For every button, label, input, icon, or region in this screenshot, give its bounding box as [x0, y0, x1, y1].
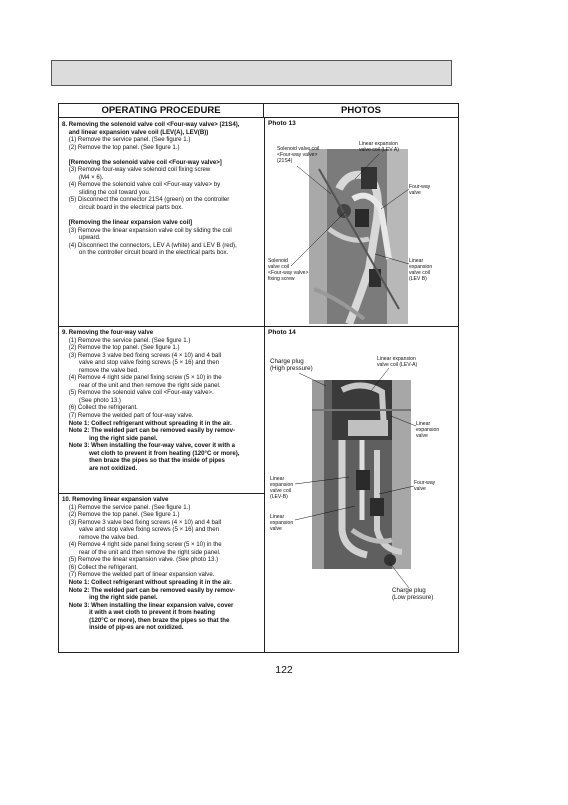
photos-heading: PHOTOS	[264, 104, 458, 118]
callout-line: valve	[414, 486, 426, 492]
callout-line: valve	[416, 433, 428, 439]
procedure-line: inside of pip-es are not oxidized.	[62, 624, 184, 632]
procedure-line: wet cloth to prevent it from heating (120°C or more),	[62, 449, 240, 457]
procedure-line: (5) Disconnect the connector 21S4 (green) on the controller	[62, 196, 230, 204]
procedure-line: (4) Remove the solenoid valve coil <Four-way valve> by	[62, 181, 221, 189]
callout-line: valve coil (LEV-A)	[377, 362, 418, 368]
procedure-line: (3) Remove 3 valve bed fixing screws (4 × 10) and 4 ball	[62, 351, 222, 359]
procedure-line: (1) Remove the service panel. (See figure 1.)	[62, 336, 191, 344]
procedure-line: (7) Remove the welded part of four-way valve.	[62, 412, 194, 420]
procedure-line: remove the valve bed.	[62, 533, 139, 541]
callout-line: valve	[270, 526, 282, 532]
callout-line: expansion	[270, 520, 294, 526]
callout-line: Linear	[416, 421, 431, 427]
procedure-line: then braze the pipes so that the inside of pipes	[62, 457, 225, 465]
callout-line: Charge plug	[270, 358, 304, 365]
procedure-line: (4) Disconnect the connectors, LEV A (white) and LEV B (red),	[62, 241, 237, 249]
procedure-line: (4) Remove 4 right side panel fixing screw (5 × 10) in the	[62, 541, 222, 549]
callout-line: Solenoid	[268, 258, 288, 264]
procedure-line: ing the right side panel.	[62, 594, 158, 602]
procedure-line: (6) Collect the refrigerant.	[62, 404, 138, 412]
procedure-line: it with a wet cloth to prevent it from heating	[62, 609, 216, 617]
procedure-line: rear of the unit and then remove the right side panel.	[62, 381, 221, 389]
callout-line: valve coil	[270, 488, 291, 494]
procedure-line: 9. Removing the four-way valve	[62, 329, 154, 336]
procedure-line: (2) Remove the top panel. (See figure 1.)	[62, 344, 180, 352]
callout-line: <Four-way valve>	[277, 152, 318, 158]
procedure-line: are not oxidized.	[62, 464, 138, 472]
photo-13-label: Photo 13	[268, 120, 296, 127]
procedure-line: (2) Remove the top panel. (See figure 1.)	[62, 143, 180, 151]
callout-line: Four-way	[409, 184, 431, 190]
callout-line: (Low pressure)	[392, 594, 434, 602]
procedure-line: (2) Remove the top panel. (See figure 1.)	[62, 511, 180, 519]
callout-line: (21S4)	[277, 158, 293, 164]
procedure-line: Note 1: Collect refrigerant without spreading it in the air.	[62, 419, 232, 427]
callout-line: Linear	[270, 514, 285, 520]
callout-line: valve coil	[409, 270, 430, 276]
procedure-line: Note 2: The welded part can be removed easily by remov-	[62, 427, 236, 435]
callout-line: fixing screw	[268, 276, 295, 282]
procedure-line: upward.	[62, 234, 101, 242]
callout-line: valve coil (LEV A)	[359, 147, 399, 153]
procedure-line: (3) Remove 3 valve bed fixing screws (4 × 10) and 4 ball	[62, 518, 222, 526]
procedure-line: remove the valve bed.	[62, 366, 139, 374]
procedure-line: (7) Remove the welded part of linear expansion valve.	[62, 571, 215, 579]
procedure-line: (1) Remove the service panel. (See figure 1.)	[62, 136, 191, 144]
procedure-line: (5) Remove the solenoid valve coil <Four-way valve>.	[62, 389, 214, 397]
procedure-line: (1) Remove the service panel. (See figure 1.)	[62, 503, 191, 511]
procedure-line: (3) Remove four-way valve solenoid coil fixing screw	[62, 166, 211, 174]
procedure-line: rear of the unit and then remove the right side panel.	[62, 548, 221, 556]
procedure-line: Note 3: When installing the four-way valve, cover it with a	[62, 442, 236, 450]
procedure-line: (M4 × 6).	[62, 173, 104, 181]
procedure-line: 8. Removing the solenoid valve coil <Four-way valve> (21S4),	[62, 121, 240, 128]
callout-line: Four-way	[414, 480, 436, 486]
procedure-line: (5) Remove the linear expansion valve. (See photo 13.)	[62, 556, 219, 564]
callout-line: (LEV-B)	[270, 494, 288, 500]
callout-line: Solenoid valve coil	[277, 146, 320, 152]
callout-line: Linear	[409, 258, 424, 264]
procedure-line: (3) Remove the linear expansion valve coil by sliding the coil	[62, 226, 232, 234]
procedure-line: (6) Collect the refrigerant.	[62, 563, 138, 571]
callout-line: valve coil	[268, 264, 289, 270]
photo-14-label: Photo 14	[268, 329, 296, 336]
callout-line: <Four-way valve>	[268, 270, 309, 276]
procedure-line: (120°C or more), then braze the pipes so that the	[62, 616, 230, 624]
procedure-line: (4) Remove 4 right side panel fixing screw (5 × 10) in the	[62, 374, 222, 382]
procedure-table	[58, 103, 459, 653]
leader-lines	[59, 104, 459, 652]
callout-line: (High pressure)	[270, 365, 313, 373]
procedure-line: (See photo 13.)	[62, 396, 121, 404]
procedure-line: Note 2: The welded part can be removed easily by remov-	[62, 586, 236, 594]
callout-line: expansion	[416, 427, 440, 433]
procedure-line: valve and stop valve fixing screws (5 × 16) and then	[62, 526, 219, 534]
callout-line: (LEV B)	[409, 276, 427, 282]
callout-line: valve	[409, 190, 421, 196]
page-number: 122	[275, 664, 293, 676]
procedure-line: Note 3: When installing the linear expansion valve, cover	[62, 601, 234, 609]
procedure-line: Note 1: Collect refrigerant without spreading it in the air.	[62, 579, 232, 587]
procedure-line: [Removing the solenoid valve coil <Four-way valve>]	[62, 158, 222, 166]
procedure-line: sliding the coil toward you.	[62, 188, 151, 196]
callout-line: expansion	[270, 482, 294, 488]
procedure-line: 10. Removing linear expansion valve	[62, 496, 169, 503]
callout-line: Linear expansion	[377, 356, 416, 362]
callout-line: Charge plug	[392, 587, 426, 594]
procedure-line: circuit board in the electrical parts box.	[62, 204, 183, 212]
procedure-line: ing the right side panel.	[62, 434, 158, 442]
procedure-line: valve and stop valve fixing screws (5 × 16) and then	[62, 359, 219, 367]
callout-line: Linear	[270, 476, 285, 482]
operating-procedure-heading: OPERATING PROCEDURE	[59, 104, 264, 118]
procedure-line: on the controller circuit board in the electrical parts box.	[62, 249, 229, 257]
callout-line: Linear expansion	[359, 141, 398, 147]
procedure-line: and linear expansion valve coil (LEV(A), LEV(B))	[62, 128, 209, 136]
procedure-line: [Removing the linear expansion valve coil]	[62, 219, 193, 227]
header-bar	[51, 60, 452, 86]
callout-line: expansion	[409, 264, 433, 270]
